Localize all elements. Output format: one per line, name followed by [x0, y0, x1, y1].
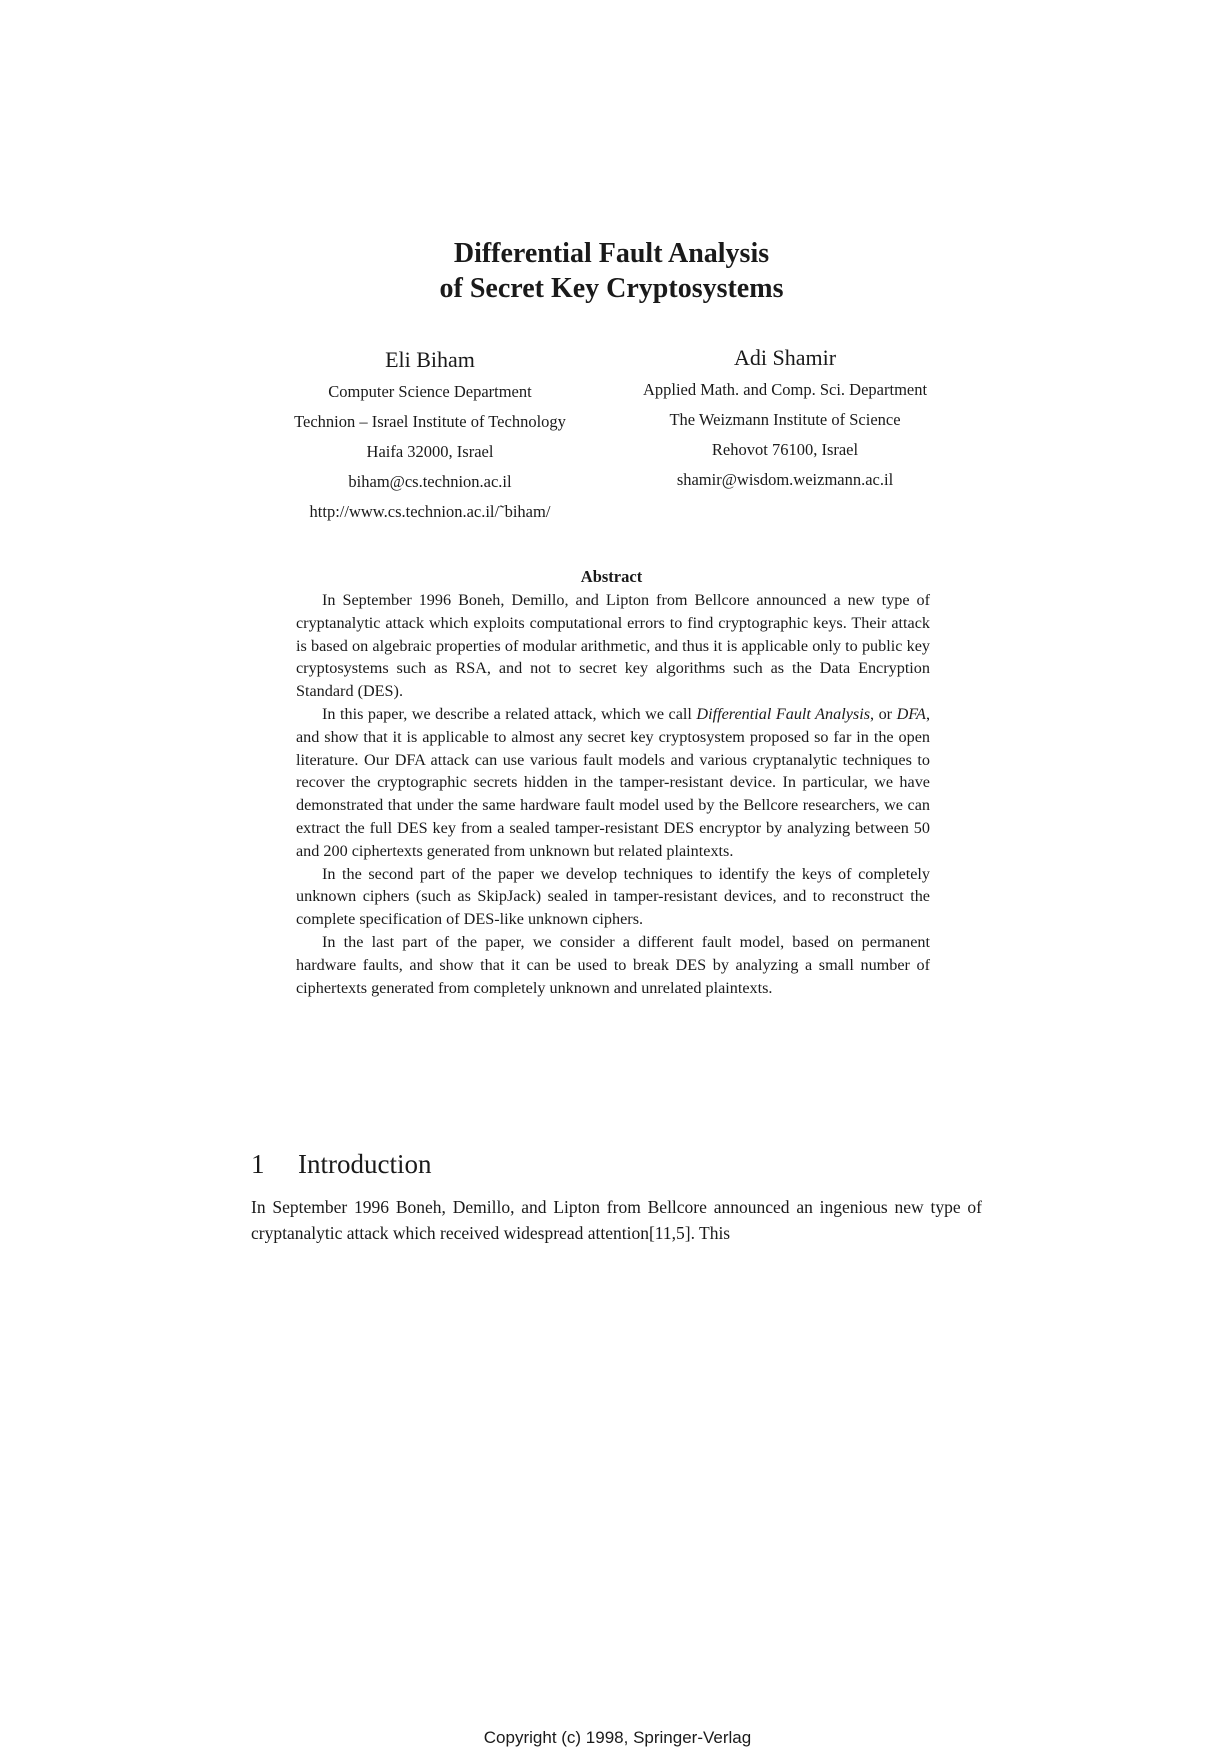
abstract-paragraph: In September 1996 Boneh, Demillo, and Lipton from Bellcore announced a new type of cryptanalytic attack which exploits computational errors to find cryptographic keys. Their attack is based on algebraic properties of modular arithmetic, and thus it is applicable only to public key cryptosystems such as RSA, and not to secret key algorithms such as the Data Encryption Standard (DES). [296, 591, 930, 701]
section-heading-introduction [251, 1147, 431, 1181]
abstract-paragraph: In the second part of the paper we develop techniques to identify the keys of completely unknown ciphers (such as SkipJack) sealed in tamper-resistant devices, and to reconstruct the complete specification of DES-like unknown ciphers. [296, 864, 930, 929]
introduction-body [251, 1194, 982, 1246]
author-name: Eli Biham [385, 347, 475, 372]
author-address: Haifa 32000, Israel [366, 442, 494, 461]
author-affiliation: Technion – Israel Institute of Technology [294, 412, 566, 431]
author-block-biham [260, 345, 600, 527]
abstract-paragraph: In the last part of the paper, we consider a different fault model, based on permanent hardware faults, and show that it can be used to break DES by analyzing a small number of ciphertexts generated from completely unknown and unrelated plaintexts. [296, 932, 930, 997]
author-block-shamir [600, 343, 970, 495]
author-email: shamir@wisdom.weizmann.ac.il [676, 470, 894, 489]
author-address: Rehovot 76100, Israel [711, 440, 859, 459]
copyright-footer: Copyright (c) 1998, Springer-Verlag [483, 1728, 752, 1747]
author-homepage: http://www.cs.technion.ac.il/˜biham/ [309, 502, 551, 521]
author-email: biham@cs.technion.ac.il [348, 472, 512, 491]
abstract-heading: Abstract [580, 567, 643, 586]
term-dfa: DFA [896, 704, 926, 723]
author-affiliation: Applied Math. and Comp. Sci. Department [642, 380, 928, 399]
author-affiliation: The Weizmann Institute of Science [669, 410, 901, 429]
title-line-1: Differential Fault Analysis [453, 238, 770, 269]
paper-title [0, 236, 1223, 306]
section-number: 1 [251, 1149, 265, 1179]
term-dfa-full: Differential Fault Analysis [696, 704, 870, 723]
author-affiliation: Computer Science Department [328, 382, 532, 401]
section-title: Introduction [298, 1149, 432, 1179]
author-name: Adi Shamir [733, 345, 837, 370]
abstract-body [296, 589, 930, 999]
introduction-paragraph: In September 1996 Boneh, Demillo, and Lipton from Bellcore announced an ingenious new type of cryptanalytic attack which received widespread attention[11,5]. This [251, 1197, 982, 1243]
abstract-paragraph: In this paper, we describe a related attack, which we call Differential Fault Analysis, or DFA, and show that it is applicable to almost any secret key cryptosystem proposed so far in the open literature. Our DFA attack can use various fault models and various cryptanalytic techniques to recover the cryptographic secrets hidden in the tamper-resistant device. In particular, we have demonstrated that under the same hardware fault model used by the Bellcore researchers, we can extract the full DES key from a sealed tamper-resistant DES encryptor by analyzing between 50 and 200 ciphertexts generated from unknown but related plaintexts. [296, 704, 930, 860]
title-line-2: of Secret Key Cryptosystems [439, 273, 784, 304]
